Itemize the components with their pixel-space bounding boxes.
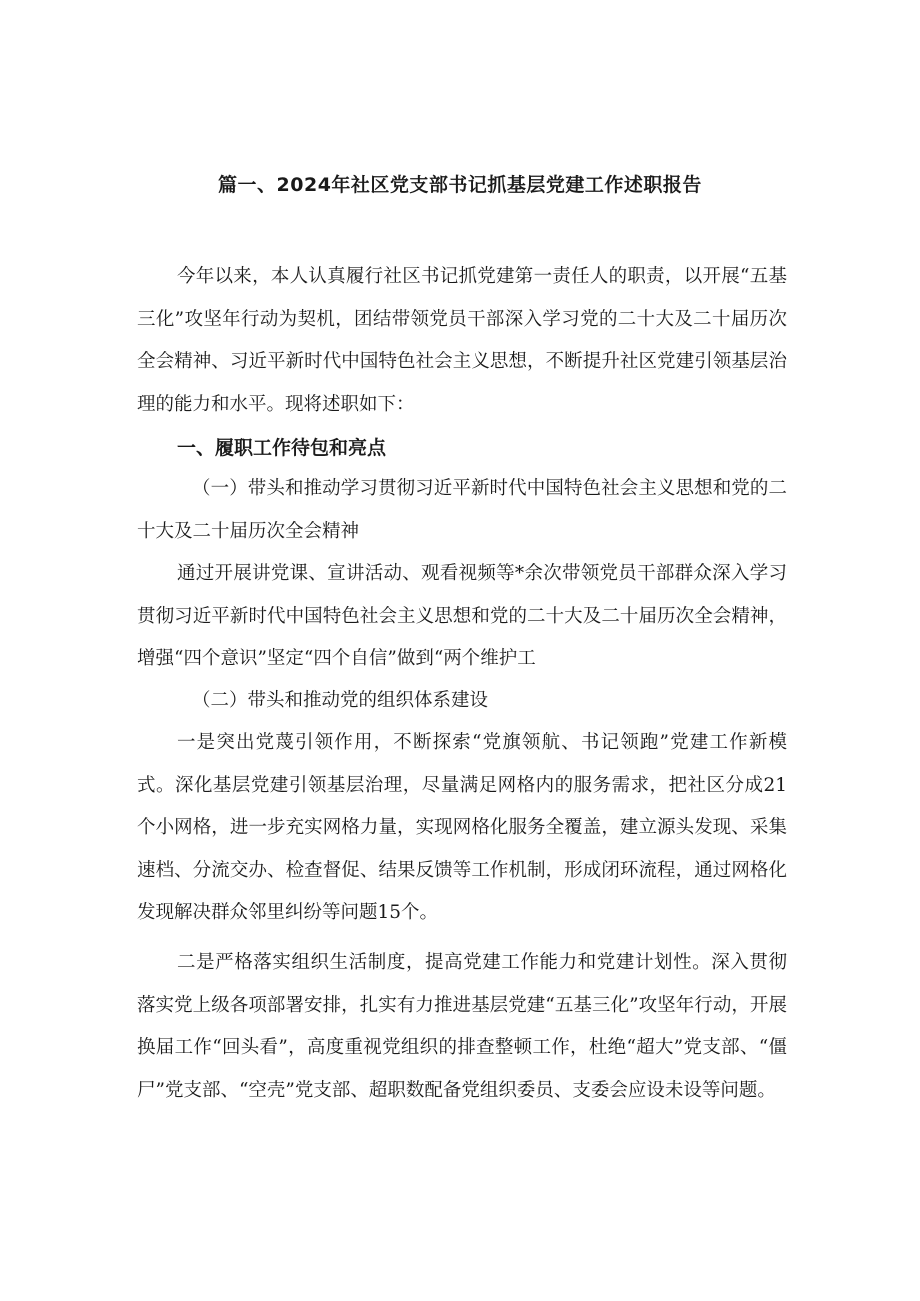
intro-paragraph: 今年以来，本人认真履行社区书记抓党建第一责任人的职责，以开展“五基三化”攻坚年行动为契机，团结带领党员干部深入学习党的二十大及二十届历次全会精神、习近平新时代中国特色社会主义思想，不断提升社区党建引领基层治理的能力和水平。现将述职如下： bbox=[137, 266, 787, 415]
subsection-heading-2: （二）带头和推动党的组织体系建设 bbox=[192, 690, 489, 711]
paragraph-second-point: 二是严格落实组织生活制度，提高党建工作能力和党建计划性。深入贯彻落实党上级各项部署安排，扎实有力推进基层党建“五基三化”攻坚年行动，开展换届工作“回头看”，高度重视党组织的排查整顿工作，杜绝“超大”党支部、“僵尸”党支部、“空壳”党支部、超职数配备党组织委员、支委会应设未设等问题。 bbox=[137, 952, 787, 1101]
subsection-heading-1: （一）带头和推动学习贯彻习近平新时代中国特色社会主义思想和党的二十大及二十届历次全会精神 bbox=[137, 478, 787, 542]
document-title: 篇一、2024年社区党支部书记抓基层党建工作述职报告 bbox=[218, 173, 702, 196]
subsection-1-paragraph: 通过开展讲党课、宣讲活动、观看视频等*余次带领党员干部群众深入学习贯彻习近平新时代中国特色社会主义思想和党的二十大及二十届历次全会精神，增强“四个意识”坚定“四个自信”做到“两个维护工 bbox=[137, 563, 787, 669]
section-heading-1: 一、履职工作待包和亮点 bbox=[177, 437, 387, 459]
paragraph-first-point: 一是突出党蔑引领作用，不断探索“党旗领航、书记领跑”党建工作新模式。深化基层党建引领基层治理，尽量满足网格内的服务需求，把社区分成21个小网格，进一步充实网格力量，实现网格化服务全覆盖，建立源头发现、采集速档、分流交办、检查督促、结果反馈等工作机制，形成闭环流程，通过网格化发现解决群众邻里纠纷等问题15个。 bbox=[137, 732, 787, 923]
